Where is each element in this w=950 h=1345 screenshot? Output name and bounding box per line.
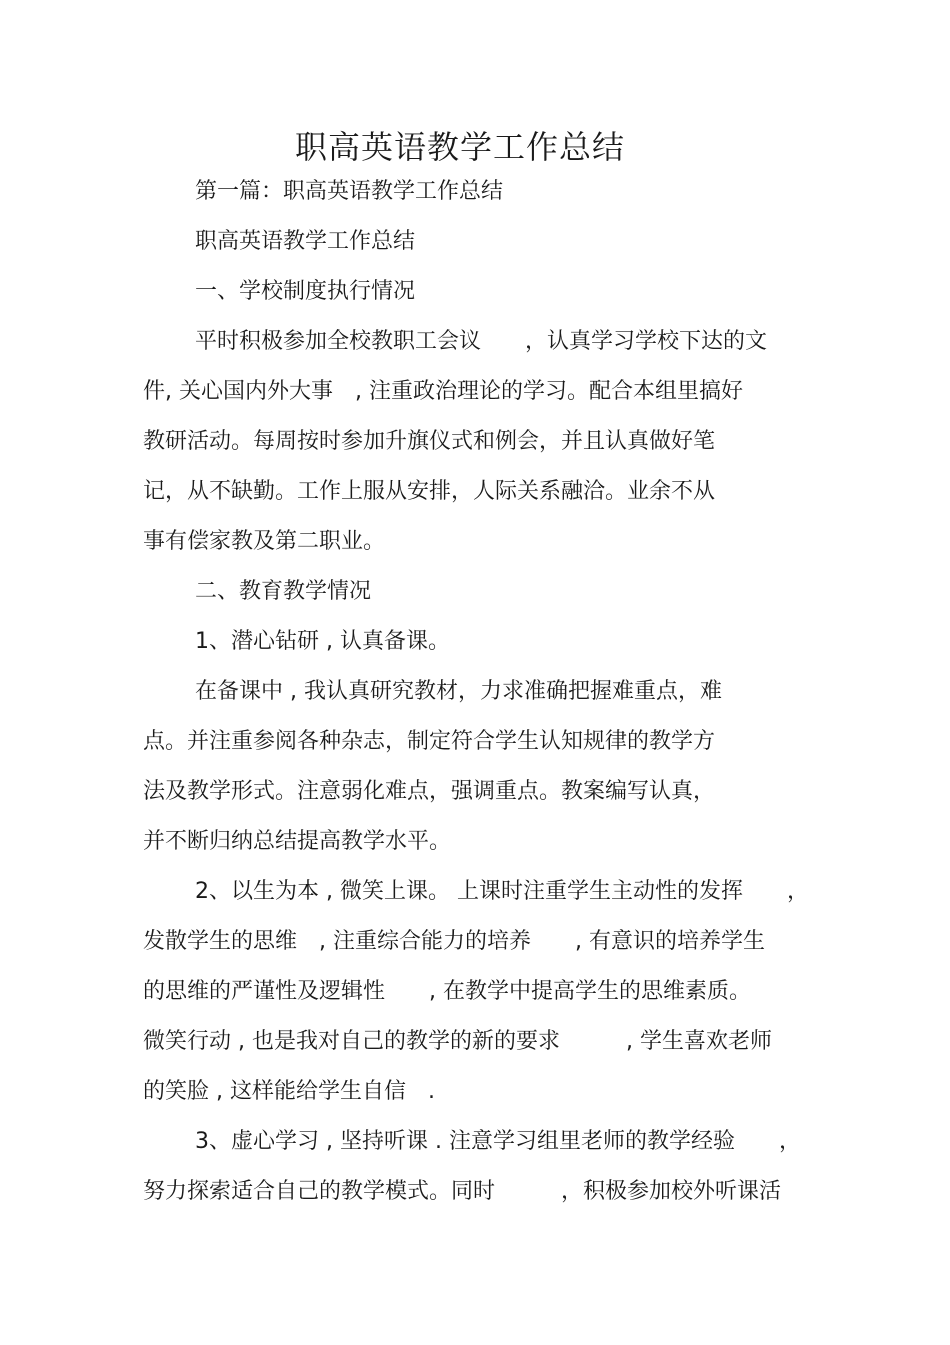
document-title: 职高英语教学工作总结 (294, 128, 625, 166)
paragraph-line: 努力探索适合自己的教学模式。同时 ，积极参加校外听课活 (143, 1179, 782, 1204)
section-heading-2: 二、教育教学情况 (195, 579, 372, 604)
paragraph-line: 教研活动。每周按时参加升旗仪式和例会，并且认真做好笔 (143, 429, 716, 454)
subsection-heading: 1、潜心钻研 , 认真备课。 (195, 629, 450, 654)
paragraph-line: 3、虚心学习 , 坚持听课 . 注意学习组里老师的教学经验 ， (195, 1129, 801, 1154)
paragraph-line: 的思维的严谨性及逻辑性 , 在教学中提高学生的思维素质。 (143, 979, 751, 1004)
chapter-heading: 第一篇：职高英语教学工作总结 (195, 179, 504, 204)
paragraph-line: 记，从不缺勤。工作上服从安排，人际关系融洽。业余不从 (143, 479, 716, 504)
paragraph-line: 件, 关心国内外大事 , 注重政治理论的学习。配合本组里搞好 (143, 379, 743, 404)
paragraph-line: 在备课中 , 我认真研究教材，力求准确把握难重点，难 (195, 679, 722, 704)
section-heading-1: 一、学校制度执行情况 (195, 279, 416, 304)
paragraph-line: 发散学生的思维 , 注重综合能力的培养 , 有意识的培养学生 (143, 929, 765, 954)
paragraph-line: 点。并注重参阅各种杂志，制定符合学生认知规律的教学方 (143, 729, 716, 754)
paragraph-line: 平时积极参加全校教职工会议 ，认真学习学校下达的文 (195, 329, 768, 354)
section-subtitle: 职高英语教学工作总结 (195, 229, 416, 254)
paragraph-line: 的笑脸 , 这样能给学生自信 . (143, 1079, 435, 1104)
paragraph-line: 法及教学形式。注意弱化难点，强调重点。教案编写认真， (143, 779, 716, 804)
paragraph-line: 事有偿家教及第二职业。 (143, 529, 386, 554)
paragraph-line: 并不断归纳总结提高教学水平。 (143, 829, 452, 854)
paragraph-line: 微笑行动 , 也是我对自己的教学的新的要求 , 学生喜欢老师 (143, 1029, 772, 1054)
paragraph-line: 2、以生为本 , 微笑上课。 上课时注重学生主动性的发挥 ， (195, 879, 809, 904)
